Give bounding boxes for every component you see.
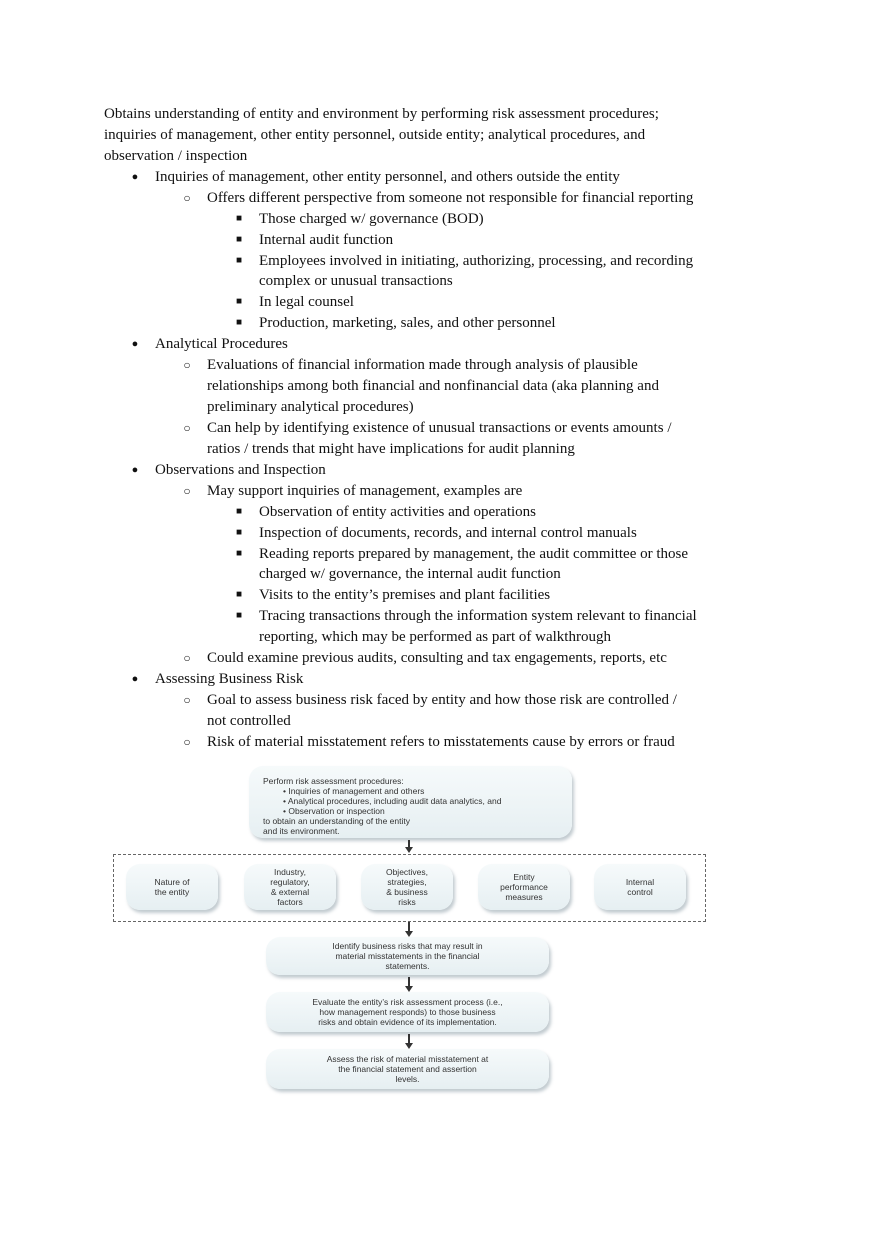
list-item: Employees involved in initiating, authorizing, processing, and recording [259, 253, 694, 269]
intro-line: inquiries of management, other entity personnel, outside entity; analytical procedures, and [104, 127, 646, 143]
sub-item: Can help by identifying existence of unusual transactions or events amounts / [207, 420, 672, 436]
list-item: Production, marketing, sales, and other personnel [259, 315, 556, 331]
bullet-l1: ● [131, 338, 139, 350]
sub-item-continued: not controlled [207, 713, 291, 729]
risk-assessment-flow-diagram [0, 760, 880, 1100]
intro-line: Obtains understanding of entity and environment by performing risk assessment procedures; [104, 106, 659, 122]
box-line: Identify business risks that may result in [332, 941, 483, 951]
step-identify-box [266, 937, 549, 975]
sub-item: May support inquiries of management, examples are [207, 483, 523, 499]
box-line: and its environment. [263, 826, 340, 836]
box-line: the entity [154, 887, 190, 897]
bullet-l3: ■ [235, 589, 243, 600]
box-line: & business [386, 887, 428, 897]
list-item-continued: charged w/ governance, the internal audit function [259, 566, 561, 582]
bullet-l2: ○ [183, 735, 191, 749]
section-title-inquiries: Inquiries of management, other entity personnel, and others outside the entity [155, 169, 620, 185]
bullet-l1: ● [131, 464, 139, 476]
section-title-analytical: Analytical Procedures [155, 336, 288, 352]
bullet-l2: ○ [183, 421, 191, 435]
box-line: levels. [395, 1074, 420, 1084]
box-line: how management responds) to those business [319, 1007, 496, 1017]
list-item: Reading reports prepared by management, the audit committee or those [259, 546, 689, 562]
list-item: Visits to the entity’s premises and plant facilities [259, 587, 551, 603]
sub-item: Could examine previous audits, consulting and tax engagements, reports, etc [207, 650, 667, 666]
sub-item: Evaluations of financial information made through analysis of plausible [207, 357, 638, 373]
sub-item: Goal to assess business risk faced by entity and how those risk are controlled / [207, 692, 677, 708]
box-line: risks [398, 897, 416, 907]
list-item: Those charged w/ governance (BOD) [259, 211, 484, 227]
box-line: Perform risk assessment procedures: [263, 776, 404, 786]
bullet-l2: ○ [183, 191, 191, 205]
factor-industry-box [244, 864, 336, 910]
bullet-l3: ■ [235, 213, 243, 224]
list-item-continued: reporting, which may be performed as part of walkthrough [259, 629, 611, 645]
box-line: Evaluate the entity’s risk assessment process (i.e., [312, 997, 503, 1007]
list-item: Internal audit function [259, 232, 394, 248]
box-line: measures [505, 892, 543, 902]
bullet-l3: ■ [235, 548, 243, 559]
sub-item-continued: ratios / trends that might have implications for audit planning [207, 441, 575, 457]
sub-item: Offers different perspective from someone not responsible for financial reporting [207, 190, 694, 206]
box-line: risks and obtain evidence of its implementation. [318, 1017, 497, 1027]
bullet-l3: ■ [235, 527, 243, 538]
box-line: to obtain an understanding of the entity [263, 816, 410, 826]
step-evaluate-box [266, 992, 549, 1032]
box-line: Objectives, [385, 867, 429, 877]
bullet-l2: ○ [183, 693, 191, 707]
bullet-l3: ■ [235, 234, 243, 245]
factor-control-box [594, 864, 686, 910]
box-line: performance [500, 882, 548, 892]
box-line: • Inquiries of management and others [283, 786, 425, 796]
arrow-head [405, 847, 413, 853]
box-line: regulatory, [270, 877, 310, 887]
bullet-l3: ■ [235, 317, 243, 328]
factor-nature-box [126, 864, 218, 910]
box-line: & external [270, 887, 310, 897]
box-line: Internal [625, 877, 655, 887]
bullet-l3: ■ [235, 610, 243, 621]
box-line: • Analytical procedures, including audit data analytics, and [283, 796, 502, 806]
box-line: the financial statement and assertion [338, 1064, 477, 1074]
bullet-l2: ○ [183, 651, 191, 665]
section-title-observations: Observations and Inspection [155, 462, 326, 478]
sub-item-continued: relationships among both financial and nonfinancial data (aka planning and [207, 378, 659, 394]
list-item: Inspection of documents, records, and internal control manuals [259, 525, 637, 541]
box-line: strategies, [387, 877, 427, 887]
box-line: statements. [385, 961, 430, 971]
section-title-business-risk: Assessing Business Risk [155, 671, 304, 687]
intro-line: observation / inspection [104, 148, 248, 164]
bullet-l2: ○ [183, 358, 191, 372]
bullet-l1: ● [131, 171, 139, 183]
sub-item-continued: preliminary analytical procedures) [207, 399, 414, 415]
box-line: material misstatements in the financial [335, 951, 480, 961]
box-line: factors [277, 897, 303, 907]
box-line: Entity [513, 872, 535, 882]
list-item: In legal counsel [259, 294, 354, 310]
sub-item: Risk of material misstatement refers to misstatements cause by errors or fraud [207, 734, 675, 750]
list-item-continued: complex or unusual transactions [259, 273, 453, 289]
bullet-l3: ■ [235, 506, 243, 517]
factor-performance-box [478, 864, 570, 910]
bullet-l1: ● [131, 673, 139, 685]
box-line: • Observation or inspection [283, 806, 385, 816]
bullet-l2: ○ [183, 484, 191, 498]
box-line: control [627, 887, 653, 897]
box-line: Assess the risk of material misstatement at [326, 1054, 489, 1064]
top-procedures-box [249, 766, 572, 838]
box-line: Nature of [154, 877, 190, 887]
step-assess-box [266, 1049, 549, 1089]
box-line: Industry, [274, 867, 306, 877]
list-item: Tracing transactions through the information system relevant to financial [259, 608, 697, 624]
bullet-l3: ■ [235, 255, 243, 266]
bullet-l3: ■ [235, 296, 243, 307]
list-item: Observation of entity activities and operations [259, 504, 537, 520]
factor-objectives-box [361, 864, 453, 910]
